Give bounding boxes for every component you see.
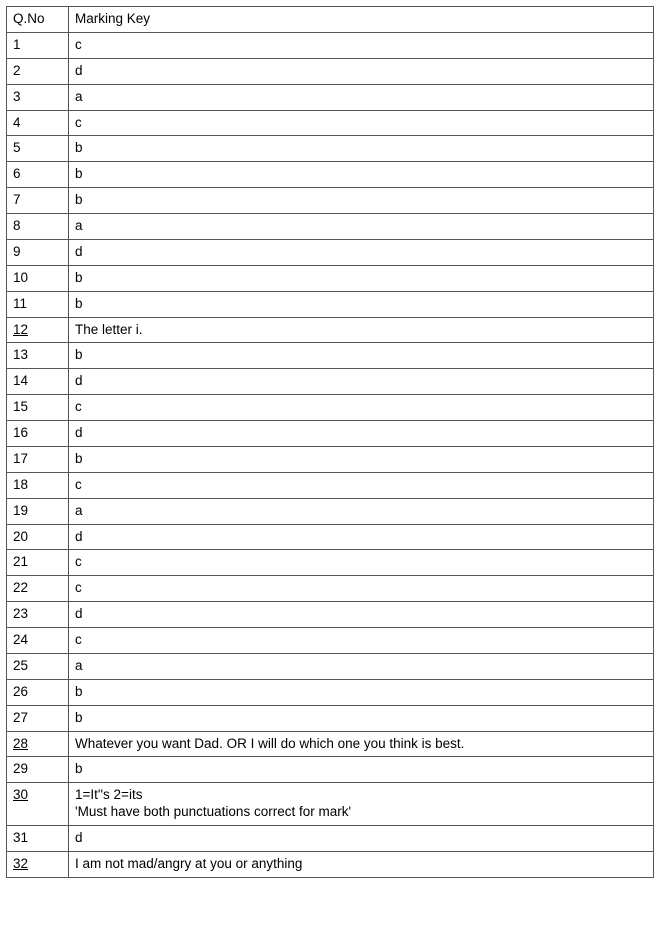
marking-key-cell: [69, 446, 654, 472]
question-number-cell: [7, 524, 69, 550]
marking-key-cell: [69, 265, 654, 291]
question-number: 17: [13, 450, 29, 466]
table-row: [7, 84, 654, 110]
question-number: 22: [13, 580, 29, 596]
marking-key-cell: [69, 32, 654, 58]
question-number-cell: [7, 602, 69, 628]
question-number-cell: [7, 705, 69, 731]
marking-key-cell: [69, 705, 654, 731]
question-number: 28: [13, 735, 29, 751]
table-row: [7, 679, 654, 705]
question-number-cell: [7, 653, 69, 679]
marking-key-cell: [69, 58, 654, 84]
marking-key-text: d: [75, 830, 83, 845]
marking-key-text: b: [75, 761, 83, 777]
question-number-cell: [7, 136, 69, 162]
question-number: 1: [13, 36, 21, 52]
marking-key-cell: [69, 731, 654, 757]
marking-key-text: c: [75, 554, 82, 570]
marking-key-text: c: [75, 114, 82, 130]
marking-key-text: I am not mad/angry at you or anything: [75, 855, 303, 871]
table-header-row: [7, 7, 654, 33]
table-row: [7, 628, 654, 654]
question-number-cell: [7, 214, 69, 240]
question-number: 26: [13, 683, 29, 699]
question-number: 16: [13, 425, 29, 440]
table-row: [7, 317, 654, 343]
marking-key-cell: [69, 136, 654, 162]
table-row: [7, 291, 654, 317]
question-number-cell: [7, 291, 69, 317]
table-row: [7, 731, 654, 757]
table-row: [7, 239, 654, 265]
table-row: [7, 653, 654, 679]
marking-key-text: a: [75, 502, 83, 518]
marking-key-text: d: [75, 62, 83, 78]
table-row: [7, 58, 654, 84]
table-row: [7, 783, 654, 826]
table-row: [7, 524, 654, 550]
marking-key-cell: [69, 783, 654, 826]
marking-key-text: d: [75, 425, 83, 440]
marking-key-cell: [69, 524, 654, 550]
marking-key-text: c: [75, 36, 82, 52]
marking-key-cell: [69, 472, 654, 498]
table-row: [7, 110, 654, 136]
question-number: 23: [13, 606, 29, 622]
marking-key-text: b: [75, 683, 83, 699]
table-row: [7, 136, 654, 162]
question-number-cell: [7, 783, 69, 826]
question-number-cell: [7, 446, 69, 472]
question-number: 25: [13, 657, 29, 673]
question-number: 31: [13, 830, 29, 845]
table-body: [7, 32, 654, 877]
marking-key-text: The letter i.: [75, 321, 143, 337]
question-number-cell: [7, 265, 69, 291]
column-header-marking-key: Marking Key: [69, 7, 654, 33]
question-number: 21: [13, 554, 29, 570]
question-number-cell: [7, 58, 69, 84]
marking-key-cell: [69, 628, 654, 654]
table-row: [7, 602, 654, 628]
question-number-cell: [7, 550, 69, 576]
marking-key-text: a: [75, 88, 83, 104]
table-row: [7, 757, 654, 783]
question-number: 18: [13, 476, 29, 492]
marking-key-cell: [69, 188, 654, 214]
marking-key-cell: [69, 162, 654, 188]
question-number: 15: [13, 399, 29, 415]
marking-key-text: c: [75, 580, 82, 596]
question-number-cell: [7, 343, 69, 369]
table-row: [7, 421, 654, 447]
question-number: 32: [13, 855, 29, 871]
table-row: [7, 472, 654, 498]
marking-key-text: c: [75, 399, 82, 415]
table-row: [7, 162, 654, 188]
question-number: 2: [13, 62, 21, 78]
table-row: [7, 550, 654, 576]
marking-key-text: a: [75, 218, 83, 233]
question-number-cell: [7, 32, 69, 58]
question-number-cell: [7, 628, 69, 654]
question-number: 24: [13, 632, 29, 647]
table-row: [7, 369, 654, 395]
marking-key-cell: [69, 84, 654, 110]
question-number: 3: [13, 88, 21, 104]
table-row: [7, 214, 654, 240]
marking-key-text: b: [75, 347, 83, 363]
marking-key-text: b: [75, 166, 83, 182]
question-number: 7: [13, 192, 21, 208]
marking-key-text: c: [75, 476, 82, 492]
table-row: [7, 576, 654, 602]
question-number: 12: [13, 321, 29, 337]
marking-key-text: d: [75, 373, 83, 389]
table-row: [7, 705, 654, 731]
marking-key-cell: [69, 395, 654, 421]
question-number-cell: [7, 498, 69, 524]
question-number: 9: [13, 243, 21, 259]
question-number-cell: [7, 826, 69, 852]
marking-key-note: 'Must have both punctuations correct for mark': [75, 804, 352, 820]
question-number: 11: [13, 295, 28, 311]
marking-key-text: Whatever you want Dad. OR I will do which one you think is best.: [75, 735, 465, 751]
marking-key-cell: [69, 110, 654, 136]
question-number: 20: [13, 528, 29, 544]
table-row: [7, 851, 654, 877]
marking-key-cell: [69, 239, 654, 265]
marking-key-cell: [69, 317, 654, 343]
marking-key-cell: [69, 653, 654, 679]
marking-key-text: d: [75, 606, 83, 622]
question-number: 10: [13, 269, 29, 285]
marking-key-cell: [69, 369, 654, 395]
question-number: 19: [13, 502, 29, 518]
question-number-cell: [7, 757, 69, 783]
question-number: 30: [13, 787, 29, 803]
question-number: 5: [13, 140, 21, 156]
table-header: [7, 7, 654, 33]
marking-key-cell: [69, 851, 654, 877]
table-row: [7, 343, 654, 369]
marking-key-text: a: [75, 657, 83, 673]
question-number-cell: [7, 576, 69, 602]
marking-key-text: b: [75, 140, 83, 156]
marking-key-cell: [69, 757, 654, 783]
table-row: [7, 446, 654, 472]
column-header-qno: Q.No: [7, 7, 69, 33]
marking-key-cell: [69, 214, 654, 240]
question-number-cell: [7, 679, 69, 705]
table-row: [7, 498, 654, 524]
question-number-cell: [7, 162, 69, 188]
marking-key-text: b: [75, 450, 83, 466]
question-number-cell: [7, 421, 69, 447]
question-number-cell: [7, 851, 69, 877]
marking-key-cell: [69, 343, 654, 369]
question-number-cell: [7, 731, 69, 757]
marking-key-text: b: [75, 269, 83, 285]
marking-key-cell: [69, 576, 654, 602]
marking-key-text: 1=It''s 2=its: [75, 787, 143, 803]
question-number: 29: [13, 761, 29, 777]
marking-key-text: d: [75, 243, 83, 259]
question-number: 4: [13, 114, 21, 130]
marking-key-table: [6, 6, 654, 878]
marking-key-text: b: [75, 295, 83, 311]
question-number: 8: [13, 218, 21, 233]
question-number: 14: [13, 373, 29, 389]
marking-key-text: b: [75, 709, 83, 725]
marking-key-cell: [69, 550, 654, 576]
marking-key-cell: [69, 679, 654, 705]
question-number-cell: [7, 369, 69, 395]
table-row: [7, 826, 654, 852]
question-number-cell: [7, 110, 69, 136]
table-row: [7, 188, 654, 214]
question-number-cell: [7, 317, 69, 343]
question-number-cell: [7, 84, 69, 110]
question-number: 27: [13, 709, 29, 725]
marking-key-cell: [69, 421, 654, 447]
table-row: [7, 32, 654, 58]
question-number: 13: [13, 347, 29, 363]
marking-key-cell: [69, 826, 654, 852]
question-number-cell: [7, 239, 69, 265]
table-row: [7, 395, 654, 421]
marking-key-text: b: [75, 192, 83, 208]
marking-key-cell: [69, 498, 654, 524]
question-number-cell: [7, 188, 69, 214]
question-number-cell: [7, 395, 69, 421]
table-row: [7, 265, 654, 291]
marking-key-cell: [69, 602, 654, 628]
marking-key-text: d: [75, 528, 83, 544]
question-number: 6: [13, 166, 21, 182]
marking-key-text: c: [75, 632, 82, 647]
question-number-cell: [7, 472, 69, 498]
marking-key-cell: [69, 291, 654, 317]
